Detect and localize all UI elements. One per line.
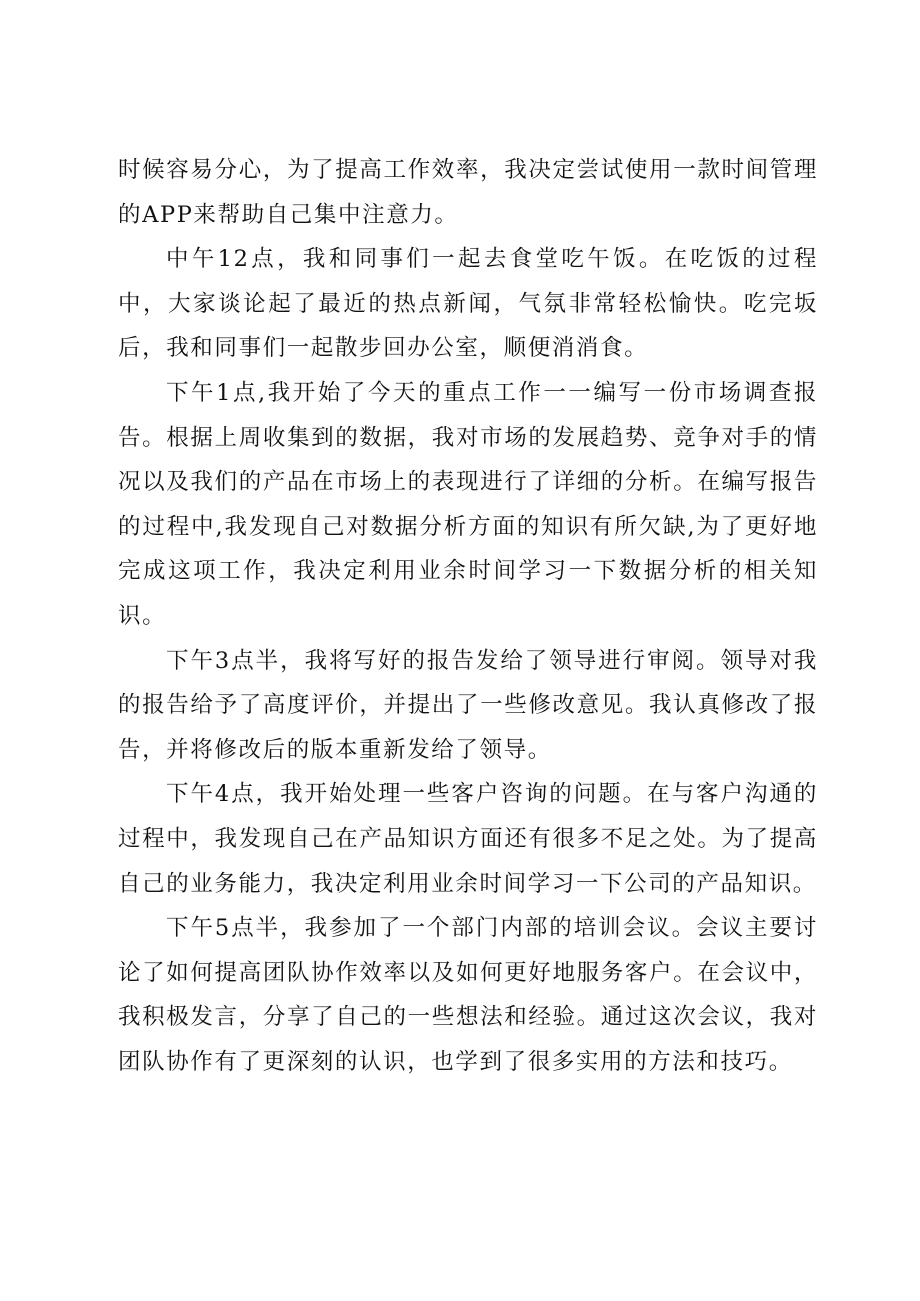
paragraph-1pm-report: 下午1点,我开始了今天的重点工作一一编写一份市场调查报告。根据上周收集到的数据，我对市场的发展趋势、竞争对手的情况以及我们的产品在市场上的表现进行了详细的分析。在编写报告的过程中,我发现自己对数据分析方面的知识有所欠缺,为了更好地完成这项工作，我决定利用业余时间学习一下数据分析的相关知识。 [118,379,818,629]
paragraph-continuation: 时候容易分心，为了提高工作效率，我决定尝试使用一款时间管理的APP来帮助自己集中注意力。 [118,157,818,228]
paragraph-noon-lunch: 中午12点，我和同事们一起去食堂吃午饭。在吃饭的过程中，大家谈论起了最近的热点新闻，气氛非常轻松愉快。吃完坂后，我和同事们一起散步回办公室，顺便消消食。 [118,246,818,362]
paragraph-4pm-customers: 下午4点，我开始处理一些客户咨询的问题。在与客户沟通的过程中，我发现自己在产品知识方面还有很多不足之处。为了提高自己的业务能力，我决定利用业余时间学习一下公司的产品知识。 [118,781,818,897]
paragraph-330pm-review: 下午3点半，我将写好的报告发给了领导进行审阅。领导对我的报告给予了高度评价，并提出了一些修改意见。我认真修改了报告，并将修改后的版本重新发给了领导。 [118,647,818,763]
document-body [118,148,818,1084]
paragraph-530pm-training: 下午5点半，我参加了一个部门内部的培训会议。会议主要讨论了如何提高团队协作效率以及如何更好地服务客户。在会议中，我积极发言，分享了自己的一些想法和经验。通过这次会议，我对团队协作有了更深刻的认识，也学到了很多实用的方法和技巧。 [118,915,818,1075]
